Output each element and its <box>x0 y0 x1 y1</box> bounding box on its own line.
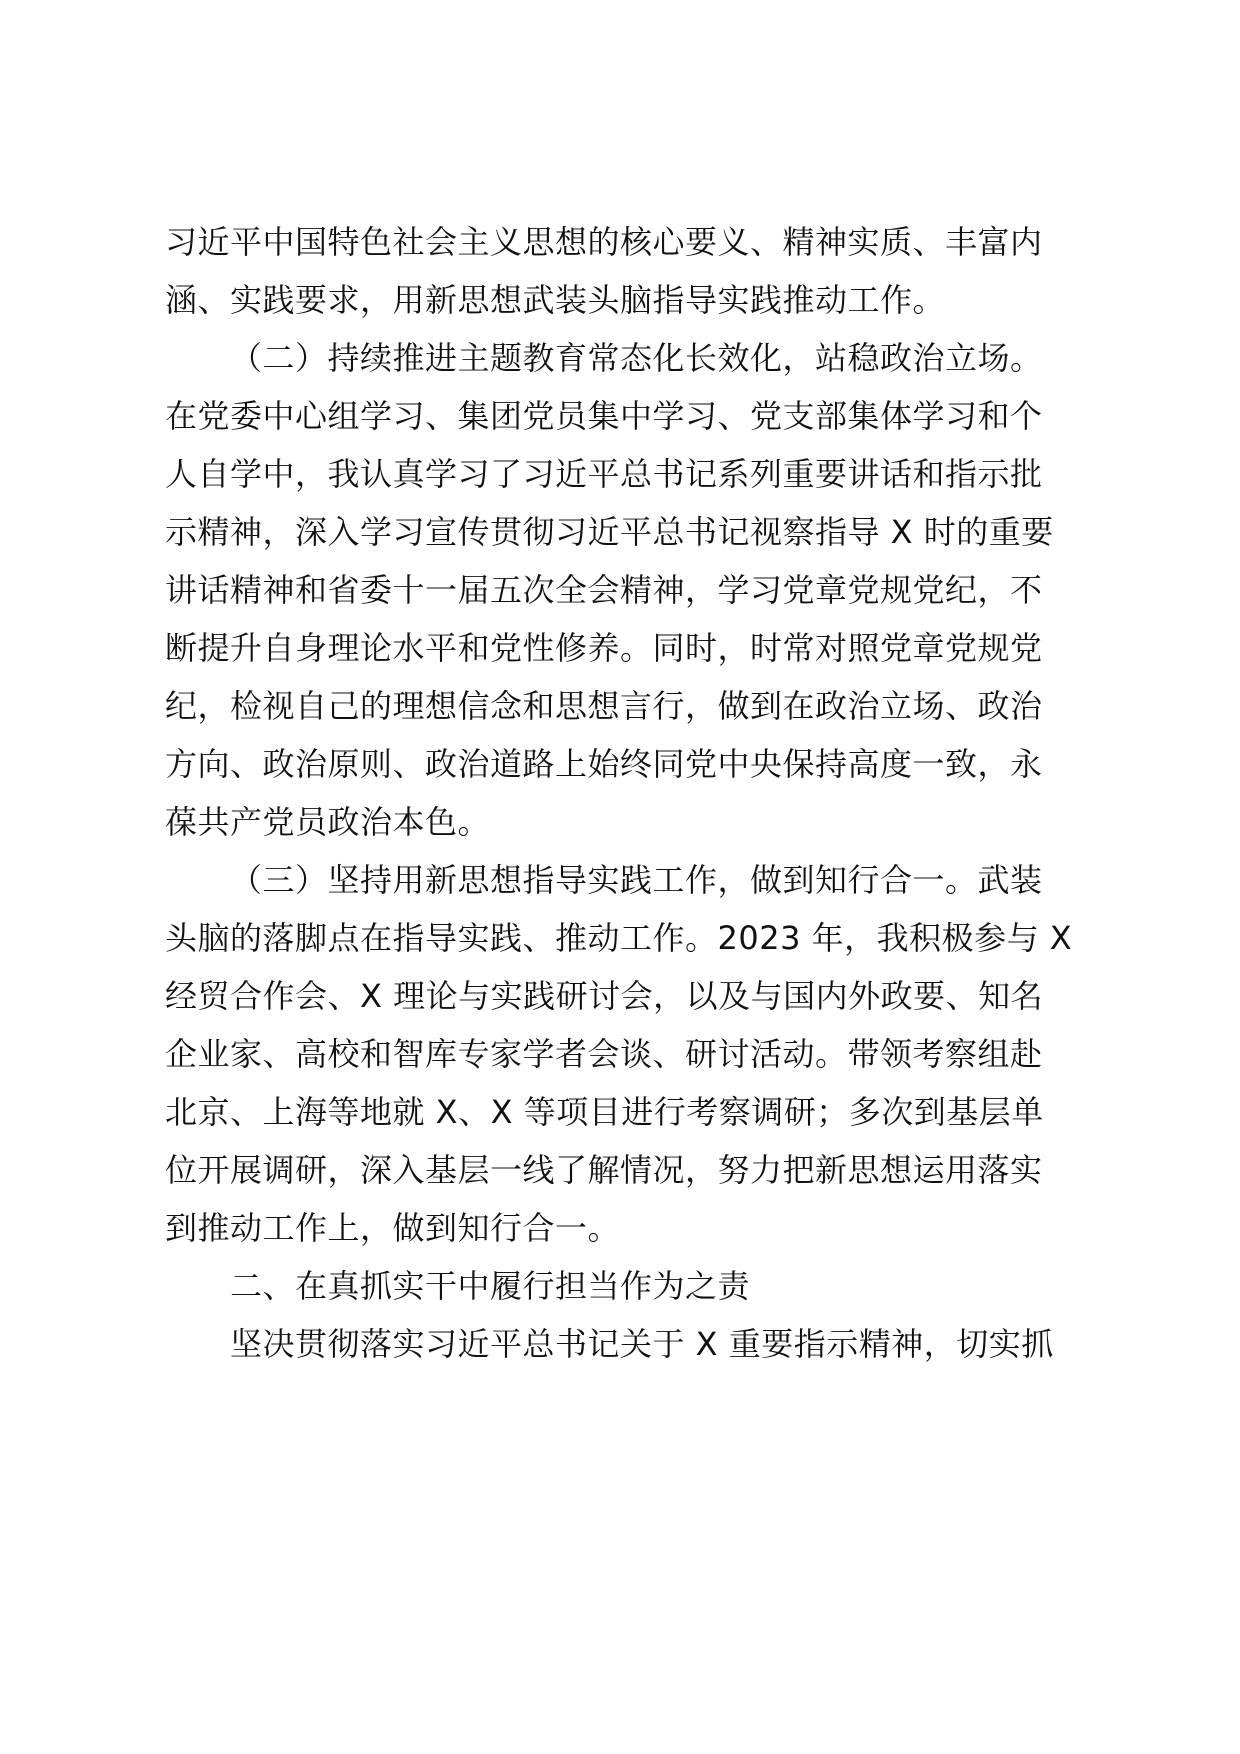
body-text-line: 涵、实践要求，用新思想武装头脑指导实践推动工作。 <box>165 281 946 319</box>
chapter-heading-line: 二、在真抓实干中履行担当作为之责 <box>230 1267 751 1305</box>
body-text-line: 习近平中国特色社会主义思想的核心要义、精神实质、丰富内 <box>165 223 1043 261</box>
body-text-line: 断提升自身理论水平和党性修养。同时，时常对照党章党规党 <box>165 629 1043 667</box>
body-text-line: 示精神，深入学习宣传贯彻习近平总书记视察指导 X 时的重要 <box>165 513 1054 551</box>
body-text-line: 方向、政治原则、政治道路上始终同党中央保持高度一致，永 <box>165 745 1043 783</box>
body-text-line: 坚决贯彻落实习近平总书记关于 X 重要指示精神，切实抓 <box>230 1325 1054 1363</box>
body-text-line: 讲话精神和省委十一届五次全会精神，学习党章党规党纪，不 <box>165 571 1043 609</box>
body-text-line: 人自学中，我认真学习了习近平总书记系列重要讲话和指示批 <box>165 455 1043 493</box>
body-text-line: 头脑的落脚点在指导实践、推动工作。2023 年，我积极参与 X <box>165 919 1073 957</box>
body-text-line: 经贸合作会、X 理论与实践研讨会，以及与国内外政要、知名 <box>165 977 1044 1015</box>
body-text-line: 葆共产党员政治本色。 <box>165 803 491 841</box>
body-text-line: 企业家、高校和智库专家学者会谈、研讨活动。带领考察组赴 <box>165 1035 1043 1073</box>
body-text-line: 在党委中心组学习、集团党员集中学习、党支部集体学习和个 <box>165 397 1043 435</box>
body-text-line: 纪，检视自己的理想信念和思想言行，做到在政治立场、政治 <box>165 687 1043 725</box>
body-text-line: 到推动工作上，做到知行合一。 <box>165 1209 621 1247</box>
section-heading-line: （二）持续推进主题教育常态化长效化，站稳政治立场。 <box>230 339 1043 377</box>
section-heading-line: （三）坚持用新思想指导实践工作，做到知行合一。武装 <box>230 861 1043 899</box>
body-text-line: 北京、上海等地就 X、X 等项目进行考察调研；多次到基层单 <box>165 1093 1044 1131</box>
body-text-line: 位开展调研，深入基层一线了解情况，努力把新思想运用落实 <box>165 1151 1043 1189</box>
